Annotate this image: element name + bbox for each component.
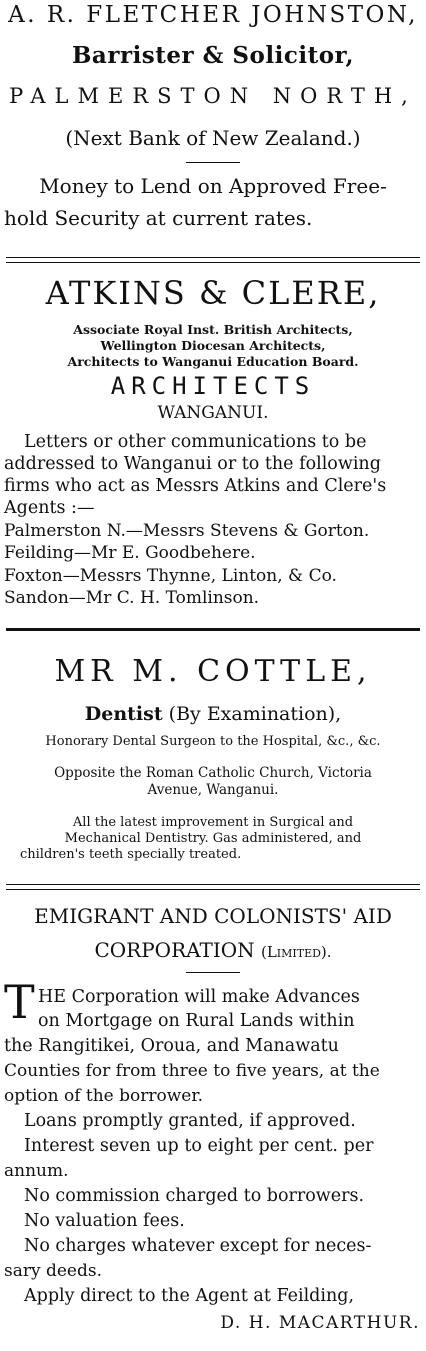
atkins-sub1: Associate Royal Inst. British Architects, bbox=[73, 322, 353, 337]
fletcher-title: Barrister & Solicitor, bbox=[71, 42, 354, 69]
emigrant-p2: Loans promptly granted, if approved. bbox=[24, 1111, 356, 1131]
atkins-body-line1: Letters or other communications to be bbox=[24, 432, 367, 452]
emigrant-heading1: EMIGRANT AND COLONISTS' AID bbox=[34, 904, 392, 928]
section-divider bbox=[6, 884, 420, 890]
fletcher-body-line1: Money to Lend on Approved Free- bbox=[39, 174, 387, 198]
atkins-town: WANGANUI. bbox=[157, 403, 269, 423]
fletcher-name: A. R. FLETCHER JOHNSTON, bbox=[8, 2, 418, 28]
cottle-line5: Mechanical Dentistry. Gas administered, and bbox=[64, 831, 362, 846]
fletcher-body-line2: hold Security at current rates. bbox=[4, 206, 313, 230]
emigrant-p1-line2: on Mortgage on Rural Lands within bbox=[38, 1011, 355, 1031]
fletcher-separator bbox=[186, 162, 240, 163]
cottle-line4: All the latest improvement in Surgical and bbox=[72, 815, 354, 830]
atkins-body-line3: firms who act as Messrs Atkins and Clere's bbox=[4, 476, 387, 496]
emigrant-heading2-main: CORPORATION bbox=[94, 938, 255, 962]
atkins-agent1: Palmerston N.—Messrs Stevens & Gorton. bbox=[4, 521, 370, 541]
atkins-body-line2: addressed to Wanganui or to the following bbox=[4, 454, 381, 474]
emigrant-heading2-small: (Limited). bbox=[260, 943, 332, 961]
emigrant-p6-line1: No charges whatever except for neces- bbox=[24, 1236, 372, 1256]
emigrant-p1-line4: Counties for from three to five years, at the bbox=[4, 1061, 380, 1081]
cottle-name: MR M. COTTLE, bbox=[54, 654, 372, 689]
emigrant-p4: No commission charged to borrowers. bbox=[24, 1186, 365, 1206]
atkins-agent2: Feilding—Mr E. Goodbehere. bbox=[4, 543, 256, 563]
atkins-sub2: Wellington Diocesan Architects, bbox=[100, 338, 326, 353]
emigrant-p3-line2: annum. bbox=[4, 1161, 69, 1181]
cottle-line6: children's teeth specially treated. bbox=[20, 847, 242, 862]
emigrant-p1-line1: HE Corporation will make Advances bbox=[38, 987, 360, 1007]
emigrant-p7: Apply direct to the Agent at Feilding, bbox=[24, 1286, 355, 1306]
cottle-line1: Honorary Dental Surgeon to the Hospital, &c., &c. bbox=[45, 734, 381, 749]
fletcher-town: PALMERSTON NORTH, bbox=[9, 84, 417, 108]
emigrant-dropcap: T bbox=[4, 975, 35, 1029]
atkins-body-line4: Agents :— bbox=[4, 498, 95, 518]
atkins-agent3: Foxton—Messrs Thynne, Linton, & Co. bbox=[4, 566, 337, 586]
emigrant-p1-line3: the Rangitikei, Oroua, and Manawatu bbox=[4, 1036, 339, 1056]
cottle-title-rest: (By Examination), bbox=[162, 703, 342, 725]
emigrant-p6-line2: sary deeds. bbox=[4, 1261, 103, 1281]
emigrant-p1-line5: option of the borrower. bbox=[4, 1086, 204, 1106]
cottle-title bbox=[0, 703, 426, 725]
emigrant-p3-line1: Interest seven up to eight per cent. per bbox=[24, 1136, 374, 1156]
cottle-title-bold: Dentist bbox=[84, 703, 163, 725]
section-divider bbox=[6, 257, 420, 263]
emigrant-separator bbox=[186, 972, 240, 973]
cottle-line3: Avenue, Wanganui. bbox=[147, 782, 279, 798]
atkins-name: ATKINS & CLERE, bbox=[45, 274, 381, 312]
cottle-line2: Opposite the Roman Catholic Church, Victoria bbox=[54, 765, 372, 781]
atkins-heading: ARCHITECTS bbox=[110, 372, 316, 400]
emigrant-p5: No valuation fees. bbox=[24, 1211, 185, 1231]
section-divider bbox=[6, 628, 420, 631]
emigrant-heading2 bbox=[0, 938, 426, 962]
emigrant-signature: D. H. MACARTHUR. bbox=[220, 1313, 420, 1333]
fletcher-address: (Next Bank of New Zealand.) bbox=[65, 126, 361, 150]
atkins-agent4: Sandon—Mr C. H. Tomlinson. bbox=[4, 588, 260, 608]
atkins-sub3: Architects to Wanganui Education Board. bbox=[67, 354, 359, 369]
